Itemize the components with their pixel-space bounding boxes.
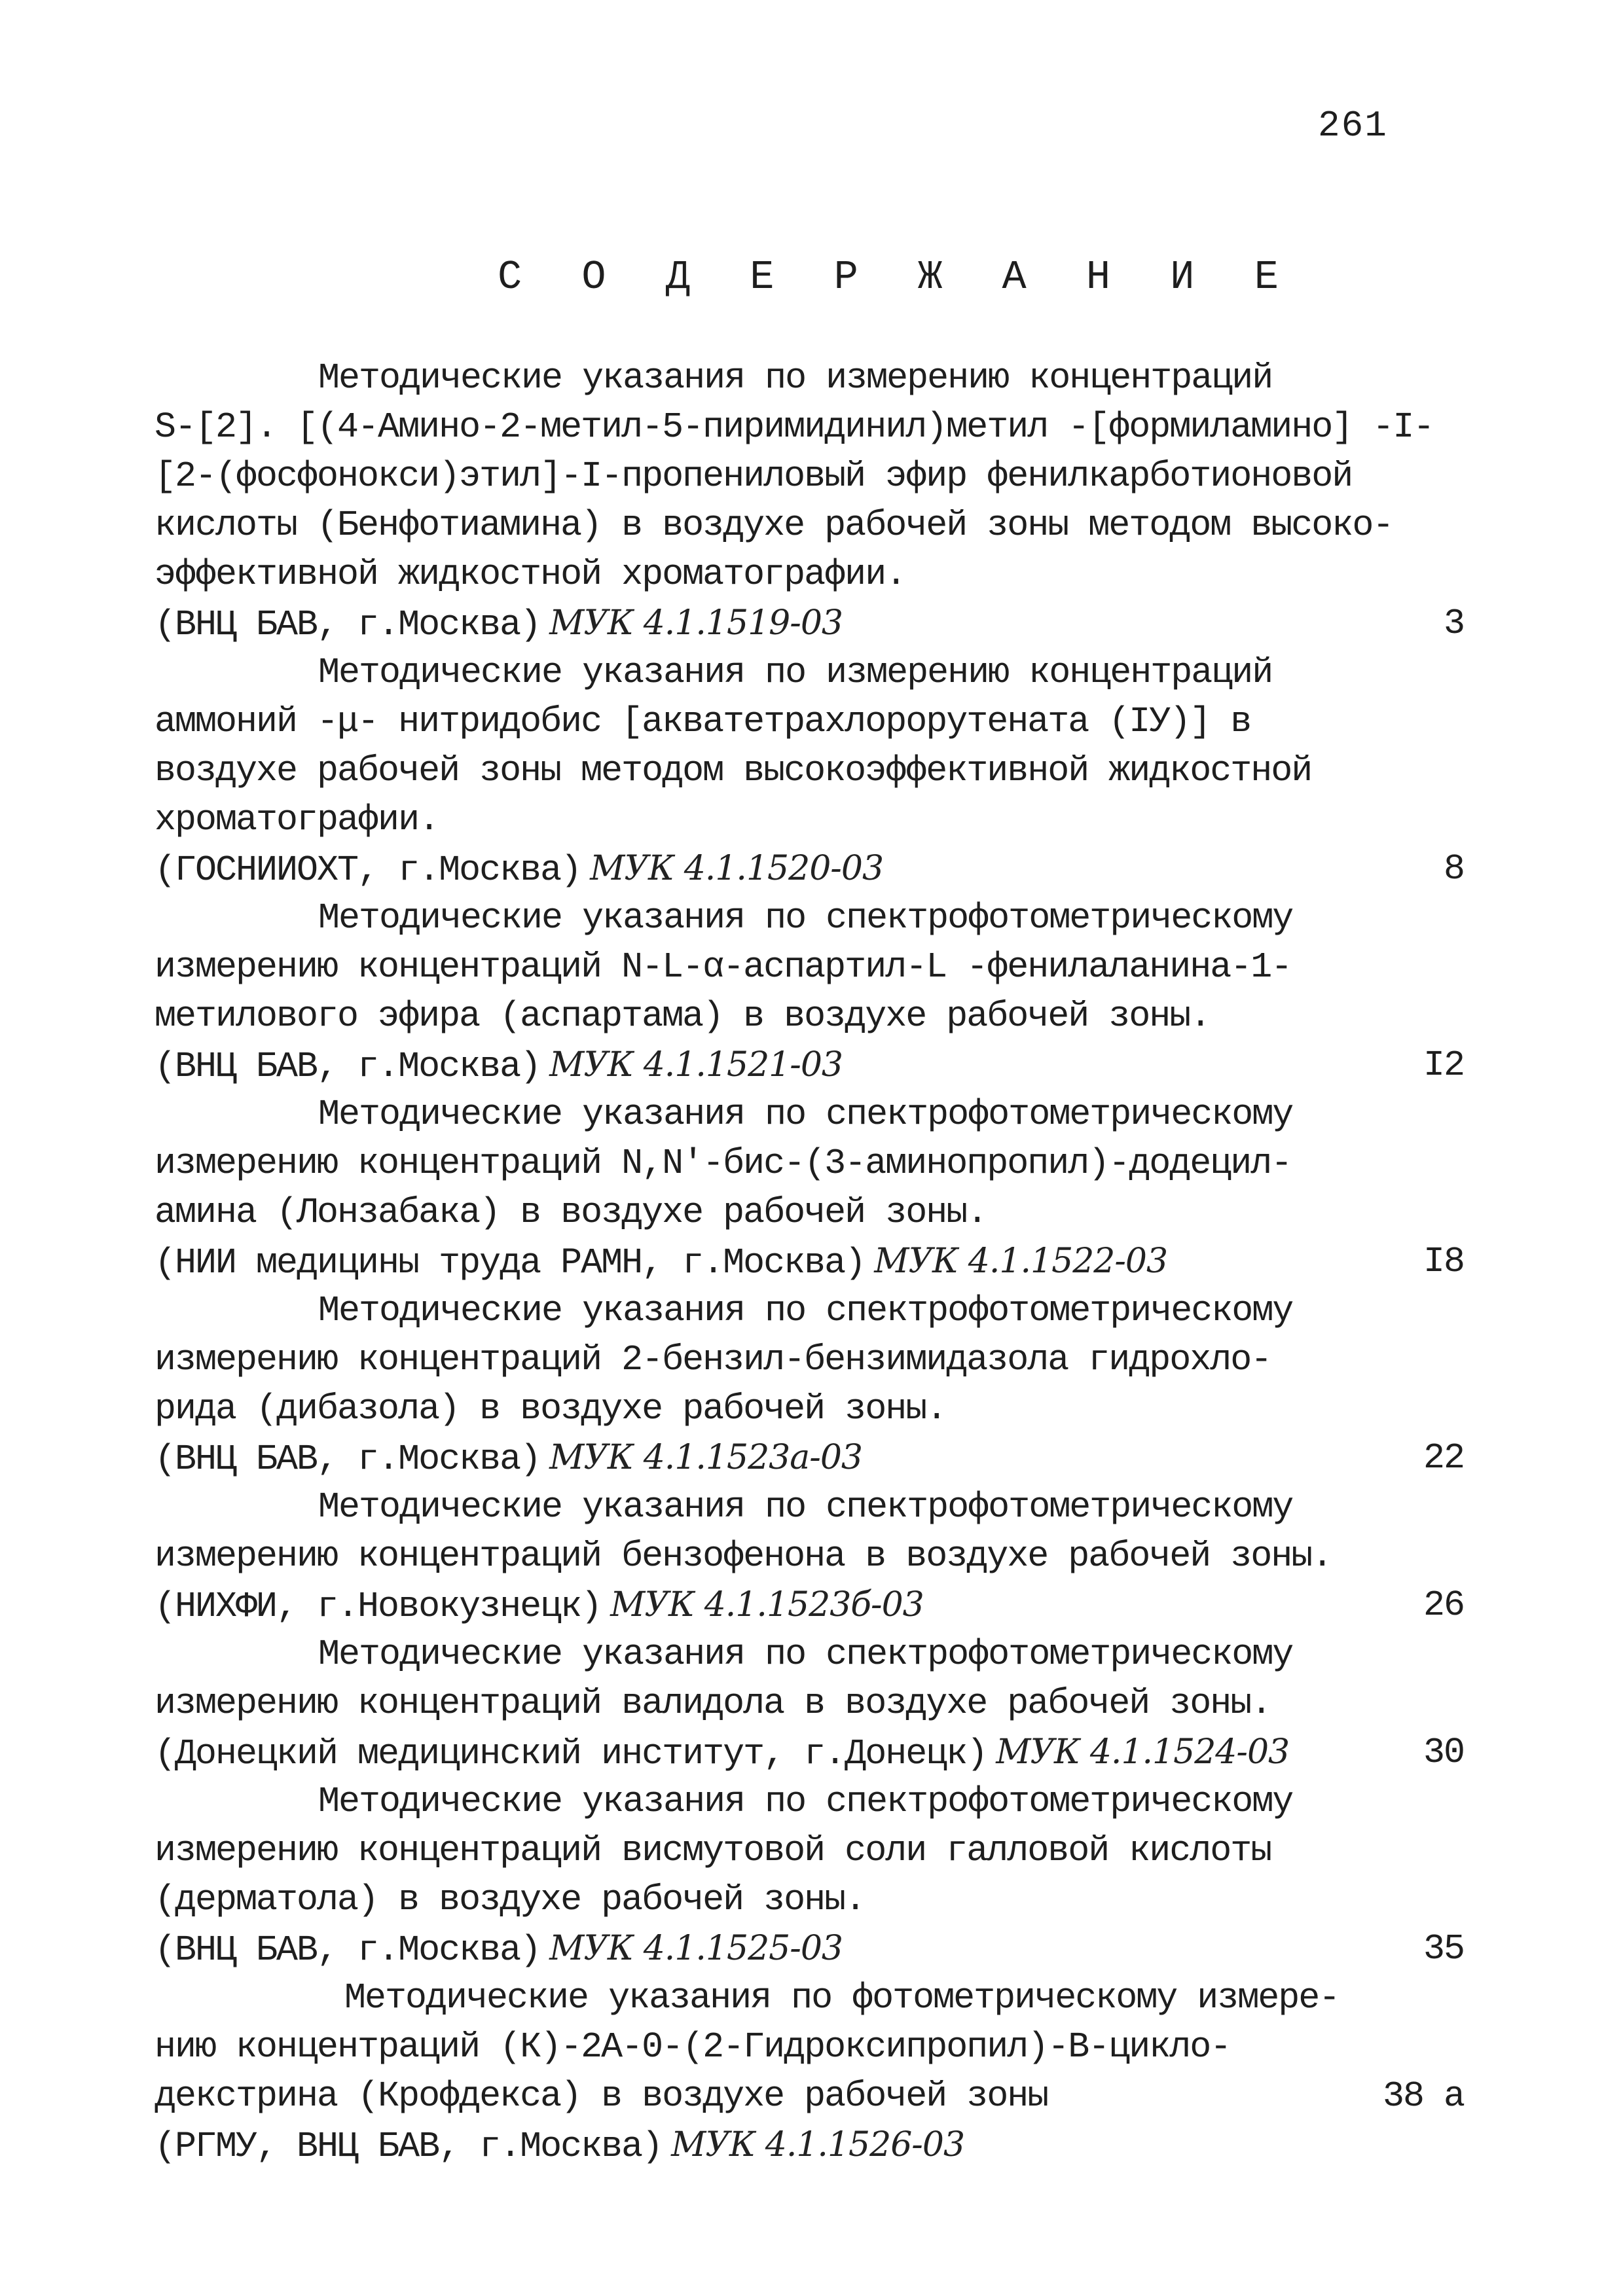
entry-text-line: Методические указания по измерению концентраций bbox=[318, 357, 1273, 399]
entry-source-line bbox=[155, 1041, 1464, 1090]
entry-text-line: измерению концентраций висмутовой соли галловой кислоты bbox=[155, 1830, 1271, 1871]
contents-entry bbox=[155, 893, 1464, 1090]
entry-source: (Донецкий медицинский институт, г.Донецк) bbox=[155, 1733, 987, 1774]
entry-text-line: Методические указания по спектрофотометрическому bbox=[318, 1290, 1293, 1331]
entry-page-number: 3 bbox=[1443, 603, 1464, 644]
entry-code: МУК 4.1.1524-03 bbox=[996, 1732, 1290, 1772]
entry-page-number: 26 bbox=[1423, 1585, 1464, 1626]
page-title: С О Д Е Р Ж А Н И Е bbox=[498, 254, 1296, 300]
entry-page-number: I8 bbox=[1423, 1241, 1464, 1282]
entry-code: МУК 4.1.1523б-03 bbox=[610, 1585, 924, 1624]
entry-code: МУК 4.1.1522-03 bbox=[874, 1242, 1168, 1281]
entry-text-line: Методические указания по спектрофотометрическому bbox=[318, 1781, 1293, 1822]
entry-code: МУК 4.1.1526-03 bbox=[671, 2125, 965, 2164]
entry-source: (ВНЦ БАВ, г.Москва) bbox=[155, 1439, 541, 1480]
entry-code: МУК 4.1.1521-03 bbox=[549, 1045, 843, 1085]
entry-text-line: измерению концентраций бензофенона в воздухе рабочей зоны. bbox=[155, 1535, 1332, 1577]
entry-source-line bbox=[155, 1433, 1464, 1482]
entry-text-line: хроматографии. bbox=[155, 799, 439, 840]
entry-text-line: Методические указания по спектрофотометрическому bbox=[318, 1486, 1293, 1528]
contents-entry bbox=[155, 648, 1464, 893]
contents-entry bbox=[155, 1777, 1464, 1973]
entry-page-number: 35 bbox=[1423, 1928, 1464, 1969]
contents-entry bbox=[155, 1973, 1464, 2170]
entry-source-line bbox=[155, 599, 1464, 648]
entry-text-line: Методические указания по фотометрическому измере- bbox=[344, 1977, 1340, 2018]
entry-text-line: Методические указания по спектрофотометрическому bbox=[318, 897, 1293, 939]
table-of-contents bbox=[155, 353, 1477, 2170]
entry-code: МУК 4.1.1525-03 bbox=[549, 1929, 843, 1968]
contents-entry bbox=[155, 1630, 1464, 1777]
entry-text-line: Методические указания по измерению концентраций bbox=[318, 652, 1273, 693]
entry-page-number: 22 bbox=[1423, 1437, 1464, 1479]
entry-text-line-with-page bbox=[155, 2072, 1464, 2121]
entry-source-line bbox=[155, 1728, 1464, 1777]
entry-text-line: Методические указания по спектрофотометрическому bbox=[318, 1094, 1293, 1135]
entry-source: (НИИ медицины труда РАМН, г.Москва) bbox=[155, 1242, 866, 1283]
entry-text-line: эффективной жидкостной хроматографии. bbox=[155, 554, 906, 595]
entry-page-number: I2 bbox=[1423, 1045, 1464, 1086]
entry-text-line: Методические указания по спектрофотометрическому bbox=[318, 1634, 1293, 1675]
contents-entry bbox=[155, 353, 1464, 648]
entry-text-line: нию концентраций (К)-2А-0-(2-Гидроксипропил)-В-цикло- bbox=[155, 2026, 1231, 2068]
entry-source: (ВНЦ БАВ, г.Москва) bbox=[155, 1929, 541, 1971]
entry-page-number: 8 bbox=[1443, 848, 1464, 889]
entry-source: (ВНЦ БАВ, г.Москва) bbox=[155, 604, 541, 645]
entry-source: (РГМУ, ВНЦ БАВ, г.Москва) bbox=[155, 2126, 663, 2167]
entry-text-line: кислоты (Бенфотиамина) в воздухе рабочей зоны методом высоко- bbox=[155, 505, 1393, 546]
entry-text-line: рида (дибазола) в воздухе рабочей зоны. bbox=[155, 1388, 947, 1429]
entry-text-line: метилового эфира (аспартама) в воздухе рабочей зоны. bbox=[155, 996, 1211, 1037]
entry-code: МУК 4.1.1520-03 bbox=[590, 849, 884, 888]
entry-code: МУК 4.1.1523а-03 bbox=[549, 1438, 863, 1477]
contents-entry bbox=[155, 1482, 1464, 1630]
entry-source-line bbox=[155, 844, 1464, 893]
entry-source: (ВНЦ БАВ, г.Москва) bbox=[155, 1046, 541, 1087]
entry-text-line: амина (Лонзабака) в воздухе рабочей зоны. bbox=[155, 1192, 987, 1233]
contents-entry bbox=[155, 1090, 1464, 1286]
entry-text-line: декстрина (Крофдекса) в воздухе рабочей зоны bbox=[155, 2075, 1048, 2117]
entry-text-line: измерению концентраций N-L-α-аспартил-L -фенилаланина-1- bbox=[155, 946, 1292, 988]
entry-text-line: [2-(фосфонокси)этил]-I-пропениловый эфир фенилкарботионовой bbox=[155, 456, 1353, 497]
entry-text-line: воздухе рабочей зоны методом высокоэффективной жидкостной bbox=[155, 750, 1312, 791]
entry-code: МУК 4.1.1519-03 bbox=[549, 603, 843, 643]
entry-source: (НИХФИ, г.Новокузнецк) bbox=[155, 1586, 602, 1627]
entry-source: (ГОСНИИОХТ, г.Москва) bbox=[155, 850, 581, 891]
entry-source-line bbox=[155, 1581, 1464, 1630]
entry-page-number: 30 bbox=[1423, 1732, 1464, 1773]
entry-page-number: 38 а bbox=[1382, 2075, 1464, 2117]
entry-text-line: измерению концентраций N,N'-бис-(3-аминопропил)-додецил- bbox=[155, 1143, 1292, 1184]
page-number: 261 bbox=[1318, 105, 1388, 147]
entry-text-line: измерению концентраций валидола в воздухе рабочей зоны. bbox=[155, 1683, 1271, 1724]
contents-entry bbox=[155, 1286, 1464, 1482]
entry-source-line bbox=[155, 1237, 1464, 1286]
entry-text-line: аммоний -μ- нитридобис [акватетрахлорорутената (IУ)] в bbox=[155, 701, 1251, 742]
entry-source-line bbox=[155, 1924, 1464, 1973]
entry-text-line: измерению концентраций 2-бензил-бензимидазола гидрохло- bbox=[155, 1339, 1271, 1380]
entry-text-line: (дерматола) в воздухе рабочей зоны. bbox=[155, 1879, 866, 1920]
entry-text-line: S-[2]. [(4-Амино-2-метил-5-пиримидинил)метил -[формиламино] -I- bbox=[155, 406, 1434, 448]
entry-source-line bbox=[155, 2121, 1418, 2170]
